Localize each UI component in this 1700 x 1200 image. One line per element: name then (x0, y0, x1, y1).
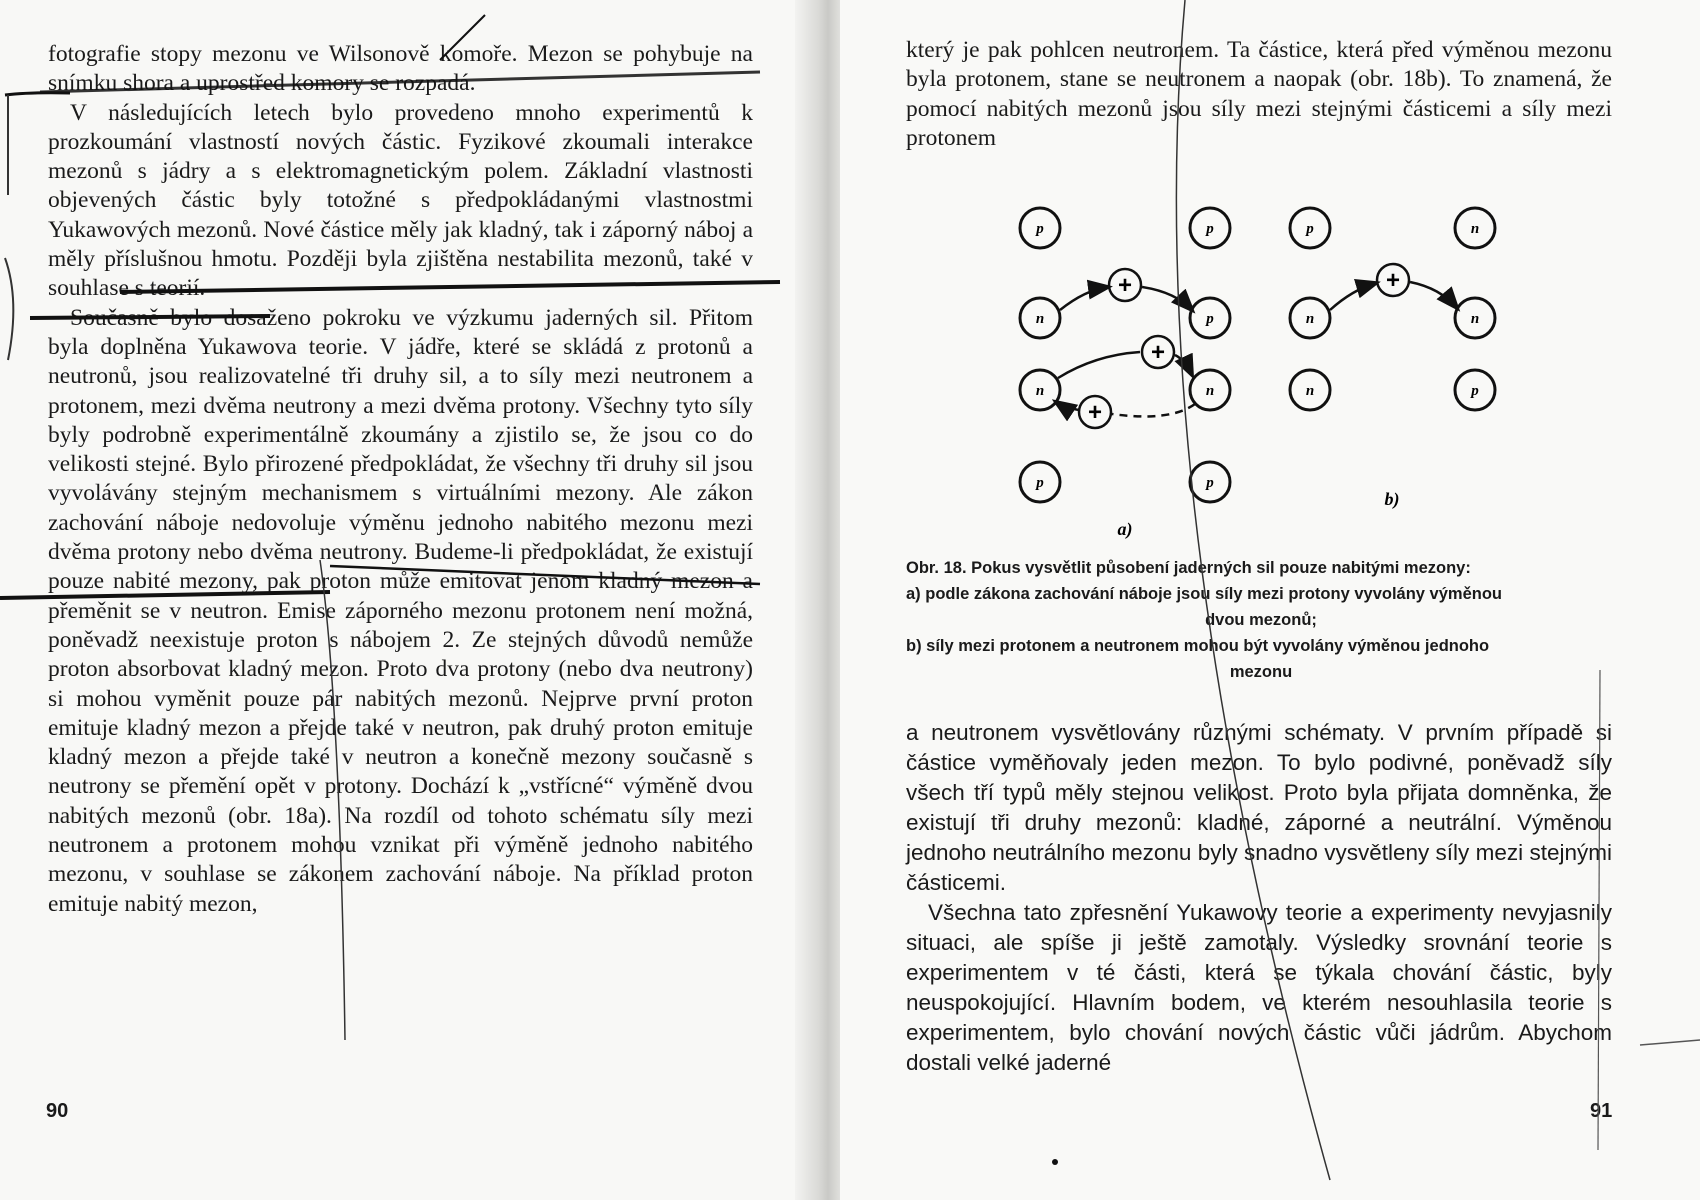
caption-line-1: Obr. 18. Pokus vysvětlit působení jaderných sil pouze nabitými mezony: (906, 559, 1471, 577)
plus-sign: + (1385, 267, 1401, 294)
neutron-node (1020, 298, 1060, 338)
proton-node (1190, 208, 1230, 248)
paragraph-1: fotografie stopy mezonu ve Wilsonově komoře. Mezon se pohybuje na snímku shora a uprostřed komory se rozpadá. (48, 41, 753, 97)
plus-sign: + (1087, 399, 1103, 426)
subfigure-label-a: a) (1117, 519, 1133, 539)
proton-node (1190, 462, 1230, 502)
caption-line-3: b) síly mezi protonem a neutronem mohou být vyvolány výměnou jednoho (906, 637, 1490, 655)
particle-label: p (1206, 221, 1214, 237)
neutron-node (1455, 298, 1495, 338)
particle-label: n (1305, 383, 1315, 399)
paragraph-bottom-2: Všechna tato zpřesnění Yukawovy teorie a experimenty nevyjasnily situaci, ale spíše ji ještě zamotaly. Výsledky srovnání teorie s experimentem v té části, která se týkala chování částic, byly neuspokojující. Hlavním bodem, ve kterém nesouhlasila teorie s experimentem, bylo chování nových částic vůči jádrům. Abychom dostali velké jaderné (906, 900, 1612, 1075)
diagram-a (1020, 208, 1230, 540)
particle-label: p (1206, 475, 1214, 491)
particle-label: p (1206, 311, 1214, 327)
left-page (0, 0, 810, 1200)
page-number-right: 91 (1590, 1100, 1613, 1122)
proton-node (1290, 208, 1330, 248)
particle-label: p (1036, 475, 1044, 491)
diagram-b (1290, 208, 1495, 510)
paragraph-bottom-1: a neutronem vysvětlovány různými schématy. V prvním případě si částice vyměňovaly jeden mezon. To bylo podivné, poněvadž síly všech tří typů měly stejnou velikost. Proto byla přijata domněnka, že existují tři druhy mezonů: kladné, záporné a neutrální. Výměnou jednoho neutrálního mezonu byly snadno vysvětleny síly mezi stejnými částicemi. (906, 720, 1612, 895)
proton-node (1020, 462, 1060, 502)
caption-line-3b: mezonu (1229, 663, 1293, 681)
paragraph-top: který je pak pohlcen neutronem. Ta částice, která před výměnou mezonu byla protonem, stane se neutronem a naopak (obr. 18b). To znamená, že pomocí nabitých mezonů jsou síly mezi stejnými částicemi a síly mezi protonem (906, 37, 1612, 151)
page-number-left: 90 (46, 1100, 69, 1122)
plus-sign: + (1117, 272, 1133, 299)
neutron-node (1290, 298, 1330, 338)
particle-label: n (1470, 221, 1480, 237)
proton-node (1020, 208, 1060, 248)
meson-plus-node (1142, 336, 1174, 368)
paragraph-2: V následujících letech bylo provedeno mnoho experimentů k prozkoumání vlastností nových částic. Fyzikové zkoumali interakce mezonů s jádry a s elektromagnetickým polem. Základní vlastnosti objevených částic byly totožné s předpokládanými vlastnostmi Yukawových mezonů. Nové částice měly jak kladný, tak i záporný náboj a měly příslušnou hmotu. Později byla zjištěna nestabilita mezonů, také v souhlase s teorií. (48, 99, 753, 302)
figure-18-diagram (1000, 190, 1520, 550)
meson-plus-node (1109, 269, 1141, 301)
caption-line-2: a) podle zákona zachování náboje jsou síly mezi protony vyvolány výměnou (906, 585, 1502, 603)
left-page-text (48, 40, 753, 919)
particle-label: p (1471, 383, 1479, 399)
neutron-node (1290, 370, 1330, 410)
subfigure-label-b: b) (1384, 489, 1400, 509)
meson-plus-node (1079, 396, 1111, 428)
particle-label: n (1205, 383, 1215, 399)
meson-plus-node (1377, 264, 1409, 296)
neutron-node (1455, 208, 1495, 248)
proton-node (1190, 298, 1230, 338)
figure-caption (906, 555, 1616, 685)
particle-label: n (1035, 311, 1045, 327)
particle-label: n (1305, 311, 1315, 327)
caption-line-2b: dvou mezonů; (1205, 611, 1317, 629)
particle-label: p (1036, 221, 1044, 237)
particle-label: n (1470, 311, 1480, 327)
particle-label: n (1035, 383, 1045, 399)
paragraph-3: Současně bylo dosaženo pokroku ve výzkumu jaderných sil. Přitom byla doplněna Yukawova teorie. V jádře, které se skládá z protonů a neutronů, jsou realizovatelné tři druhy sil, a to síly mezi neutronem a protonem, mezi dvěma neutrony a mezi dvěma protony. Všechny tyto síly byly podrobně experimentálně zkoumány a zjistilo se, že jsou co do velikosti stejné. Bylo přirozené předpokládat, že všechny tři druhy sil jsou vyvolávány stejným mechanismem s virtuálními mezony. Ale zákon zachování náboje nedovoluje výměnu jednoho nabitého mezonu mezi dvěma protony nebo dvěma neutrony. Budeme-li předpokládat, že existují pouze nabité mezony, pak proton může emitovat jenom kladný mezon a přeměnit se v neutron. Emise záporného mezonu protonem není možná, poněvadž neexistuje proton s nábojem 2. Ze stejných důvodů nemůže proton absorbovat kladný mezon. Proto dva protony (nebo dva neutrony) si mohou vyměnit pouze pár nabitých mezonů. Nejprve první proton emituje kladný mezon a přejde také v neutron, pak druhý proton emituje kladný mezon a přejde také v neutron a konečně mezony současně s neutrony se přemění opět v protony. Dochází k „vstřícné“ výměně dvou nabitých mezonů (obr. 18a). Na rozdíl od tohoto schématu síly mezi neutronem a protonem mohou vznikat při výměně jednoho nabitého mezonu, v souhlase se zákonem zachování náboje. Na příklad proton emituje nabitý mezon, (48, 304, 753, 917)
right-page-bottom-text (906, 718, 1612, 1078)
proton-node (1455, 370, 1495, 410)
right-page-top-text (906, 36, 1612, 153)
plus-sign: + (1150, 339, 1166, 366)
neutron-node (1020, 370, 1060, 410)
particle-label: p (1306, 221, 1314, 237)
neutron-node (1190, 370, 1230, 410)
